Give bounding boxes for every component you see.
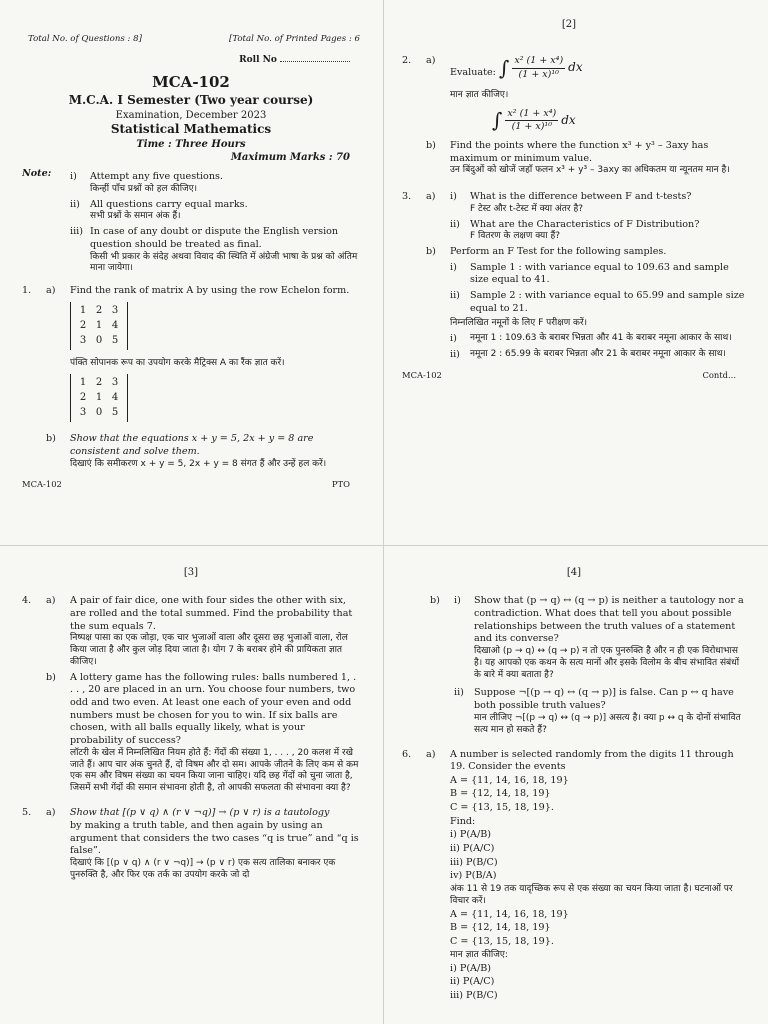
matrix-row: [75, 303, 123, 318]
page-number: [2]: [561, 19, 576, 30]
matrix-row: [75, 333, 123, 348]
page-1: [22, 18, 360, 523]
page-divider-horizontal: [0, 545, 768, 546]
page-footer: MCA-102 PTO: [22, 478, 350, 489]
total-questions: Total No. of Questions : 8]: [28, 34, 142, 44]
matrix-cell: 3: [79, 407, 87, 419]
integral-expression-hindi: ∫ $\frac{\text{x² (1 + x⁴)}}{\text{(1 + x)¹⁰}}$ dx: [492, 107, 576, 133]
note-item: ii) All questions carry equal marks. सभी प्रश्नों के समान अंक हैं।: [70, 198, 248, 222]
matrix-cell: 3: [111, 377, 119, 389]
question-6a: 6. a) A number is selected randomly from the digits 11 through 19. Consider the events A = {11, 14, 16, 18, 19} B = {12, 14, 18, 19} C = {13, 15, 18, 19}. Find: i) P(A/B) ii) P(A/C) iii) P(B/C) iv) P(B/A) अंक 11 से 19 तक यादृच्छिक रूप से एक संख्या का चयन किया जाता है। घटनाओं पर विचार करें। A = {11, 14, 16, 18, 19} B = {12, 14, 18, 19} C = {13, 15, 18, 19}. मान ज्ञात कीजिए: i) P(A/B) ii) P(A/C) iii) P(B/C): [402, 748, 734, 1001]
question-2a: 2. a) Evaluate: ∫ $\frac{\text{x² (1 + x⁴)}}{\text{(1 + x)¹⁰}}$ dx: [402, 55, 583, 81]
matrix-cell: 5: [111, 335, 119, 347]
paper-code: MCA-102: [152, 73, 230, 92]
page-3: [22, 566, 360, 1024]
header-line: [28, 34, 360, 45]
page-2: [402, 18, 746, 523]
question-5b: b) i) Show that (p → q) ↔ (q → p) is neither a tautology nor a contradiction. What does that tell you about possible relationships between the truth values of a statement and its converse? दिखाओ (p → q) ↔ (q → p) न तो एक पुनरुक्ति है और न ही एक विरोधाभास है। यह आपको एक कथन के सत्य मानों और इसके विलोम के बीच संभावित संबंधों के बारे में क्या बताता है? ii) Suppose ¬[(p → q) ↔ (q → p)] is false. Can p ↔ q have both possible truth values? मान लीजिए ¬[(p → q) ↔ (q → p)] असत्य है। क्या p ↔ q के दोनों संभावित सत्य मान हो सकते हैं?: [430, 595, 744, 735]
page-4: [402, 566, 746, 1024]
roll-number: Roll No: [22, 55, 360, 67]
page-number: [4]: [566, 567, 582, 578]
integral-expression: ∫ $\frac{\text{x² (1 + x⁴)}}{\text{(1 + x)¹⁰}}$ dx: [498, 55, 583, 81]
page-footer: MCA-102 Contd...: [402, 369, 736, 380]
exam-session: Examination, December 2023: [115, 109, 267, 121]
matrix-a-hindi: [70, 374, 128, 422]
course-title: M.C.A. I Semester (Two year course): [68, 93, 314, 108]
question-1b-hindi: दिखाएं कि समीकरण x + y = 5, 2x + y = 8 संगत हैं और उन्हें हल करें।: [70, 458, 327, 469]
question-1a-hindi: पंक्ति सोपानक रूप का उपयोग करके मैट्रिक्स A का रैंक ज्ञात करें।: [70, 358, 285, 369]
question-number: 1.: [22, 285, 32, 297]
matrix-cell: 4: [111, 392, 119, 404]
total-pages: [Total No. of Printed Pages : 6: [228, 34, 360, 44]
matrix-cell: 2: [95, 377, 103, 389]
question-4b: b) A lottery game has the following rules: balls numbered 1, . . . , 20 are placed in an urn. You choose four numbers, two odd and two even. At least one each of your even and odd numbers must be chosen for you to win. If six balls are chosen, with all balls equally likely, what is your probability of success? लॉटरी के खेल में निम्नलिखित नियम होते हैं: गेंदों की संख्या 1, . . . , 20 कलश में रखे जाते हैं। आप चार अंक चुनते हैं, दो विषम और दो सम। आपके जीतने के लिए कम से कम एक सम और विषम संख्या का चयन किया जाना चाहिए। यदि छह गेंदों को चुना जाता है, जिसमें सभी गेंदों की समान संभावना होती है, तो आपकी सफलता की संभावना क्या है?: [46, 671, 359, 794]
question-1: 1. a) Find the rank of matrix A by using the row Echelon form. 1 2 3 2 1 4 3 0 5 पंक्ति सोपानक रूप का उपयोग करके मैट्रिक्स A का रैंक ज्ञात करें। 1 2 3 2 1 4 3 0 5: [22, 285, 360, 430]
page-divider-vertical: [383, 0, 384, 1024]
notes-block: [22, 168, 360, 275]
question-5a: 5. a) Show that [(p ∨ q) ∧ (r ∨ ¬q)] → (p ∨ r) is a tautology by making a truth table, and then again by using an argument that considers the two cases “q is true” and “q is false”. दिखाएं कि [(p ∨ q) ∧ (r ∨ ¬q)] → (p ∨ r) एक सत्य तालिका बनाकर एक पुनरुक्ति है, और फिर एक तर्क का उपयोग करके जो दो: [22, 807, 359, 880]
question-3a: 3. a) i) What is the difference between F and t-tests? F टेस्ट और t-टेस्ट में क्या अंतर है? ii) What are the Characteristics of F Distribution? F वितरण के लक्षण क्या हैं?: [402, 191, 700, 242]
matrix-cell: 3: [111, 305, 119, 317]
matrix-cell: 1: [79, 305, 87, 317]
page-number: [3]: [183, 567, 199, 578]
exam-duration: Time : Three Hours: [136, 138, 246, 150]
matrix-row: [75, 318, 123, 333]
matrix-cell: 1: [95, 320, 103, 332]
matrix-cell: 2: [79, 320, 87, 332]
question-2a-hindi: मान ज्ञात कीजिए।: [450, 89, 509, 100]
note-item: i) Attempt any five questions. किन्हीं पाँच प्रश्नों को हल कीजिए।: [70, 171, 223, 194]
question-4a: 4. a) A pair of fair dice, one with four sides the other with six, are rolled and the total summed. Find the probability that the sum equals 7. निष्पक्ष पासा का एक जोड़ा, एक चार भुजाओं वाला और दूसरा छह भुजाओं वाला, रोल किया जाता है और कुल जोड़ दिया जाता है। योग 7 के बराबर होने की प्रायिकता ज्ञात कीजिए।: [22, 595, 353, 667]
matrix-cell: 4: [111, 320, 119, 332]
subject-title: Statistical Mathematics: [110, 122, 272, 137]
note-item: iii) In case of any doubt or dispute the English version question should be treated as final. किसी भी प्रकार के संदेह अथवा विवाद की स्थिति में अंग्रेजी भाषा के प्रश्न को अंतिम माना जायेगा।: [70, 226, 358, 274]
matrix-cell: 5: [111, 407, 119, 419]
question-2b: b) Find the points where the function x³ + y³ – 3axy has maximum or minimum value. उन बिंदुओं को खोजें जहाँ फलन x³ + y³ – 3axy का अधिकतम या न्यूनतम मान है।: [426, 139, 730, 176]
matrix-a: [70, 302, 128, 350]
matrix-cell: 2: [79, 392, 87, 404]
matrix-row: [75, 390, 123, 405]
question-1a-text: Find the rank of matrix A by using the row Echelon form.: [70, 285, 350, 297]
matrix-row: [75, 405, 123, 420]
matrix-cell: 0: [95, 335, 103, 347]
matrix-row: [75, 375, 123, 390]
matrix-cell: 1: [95, 392, 103, 404]
maximum-marks: Maximum Marks : 70: [230, 152, 350, 164]
question-1b: b) Show that the equations x + y = 5, 2x + y = 8 are consistent and solve them. दिखाएं कि समीकरण x + y = 5, 2x + y = 8 संगत हैं और उन्हें हल करें।: [22, 433, 360, 470]
roll-number-blank: [280, 61, 350, 62]
matrix-cell: 0: [95, 407, 103, 419]
question-1b-text: Show that the equations x + y = 5, 2x + y = 8 are consistent and solve them.: [70, 433, 314, 457]
note-label: Note:: [22, 168, 52, 180]
matrix-cell: 3: [79, 335, 87, 347]
matrix-cell: 1: [79, 377, 87, 389]
matrix-cell: 2: [95, 305, 103, 317]
question-3b: b) Perform an F Test for the following samples. i) Sample 1 : with variance equal to 109.63 and sample size equal to 41. ii) Sample 2 : with variance equal to 65.99 and sample size equal to 21. निम्नलिखित नमूनों के लिए F परीक्षण करें। i) नमूना 1 : 109.63 के बराबर भिन्नता और 41 के बराबर नमूना आकार के साथ। ii) नमूना 2 : 65.99 के बराबर भिन्नता और 21 के बराबर नमूना आकार के साथ।: [426, 246, 745, 360]
